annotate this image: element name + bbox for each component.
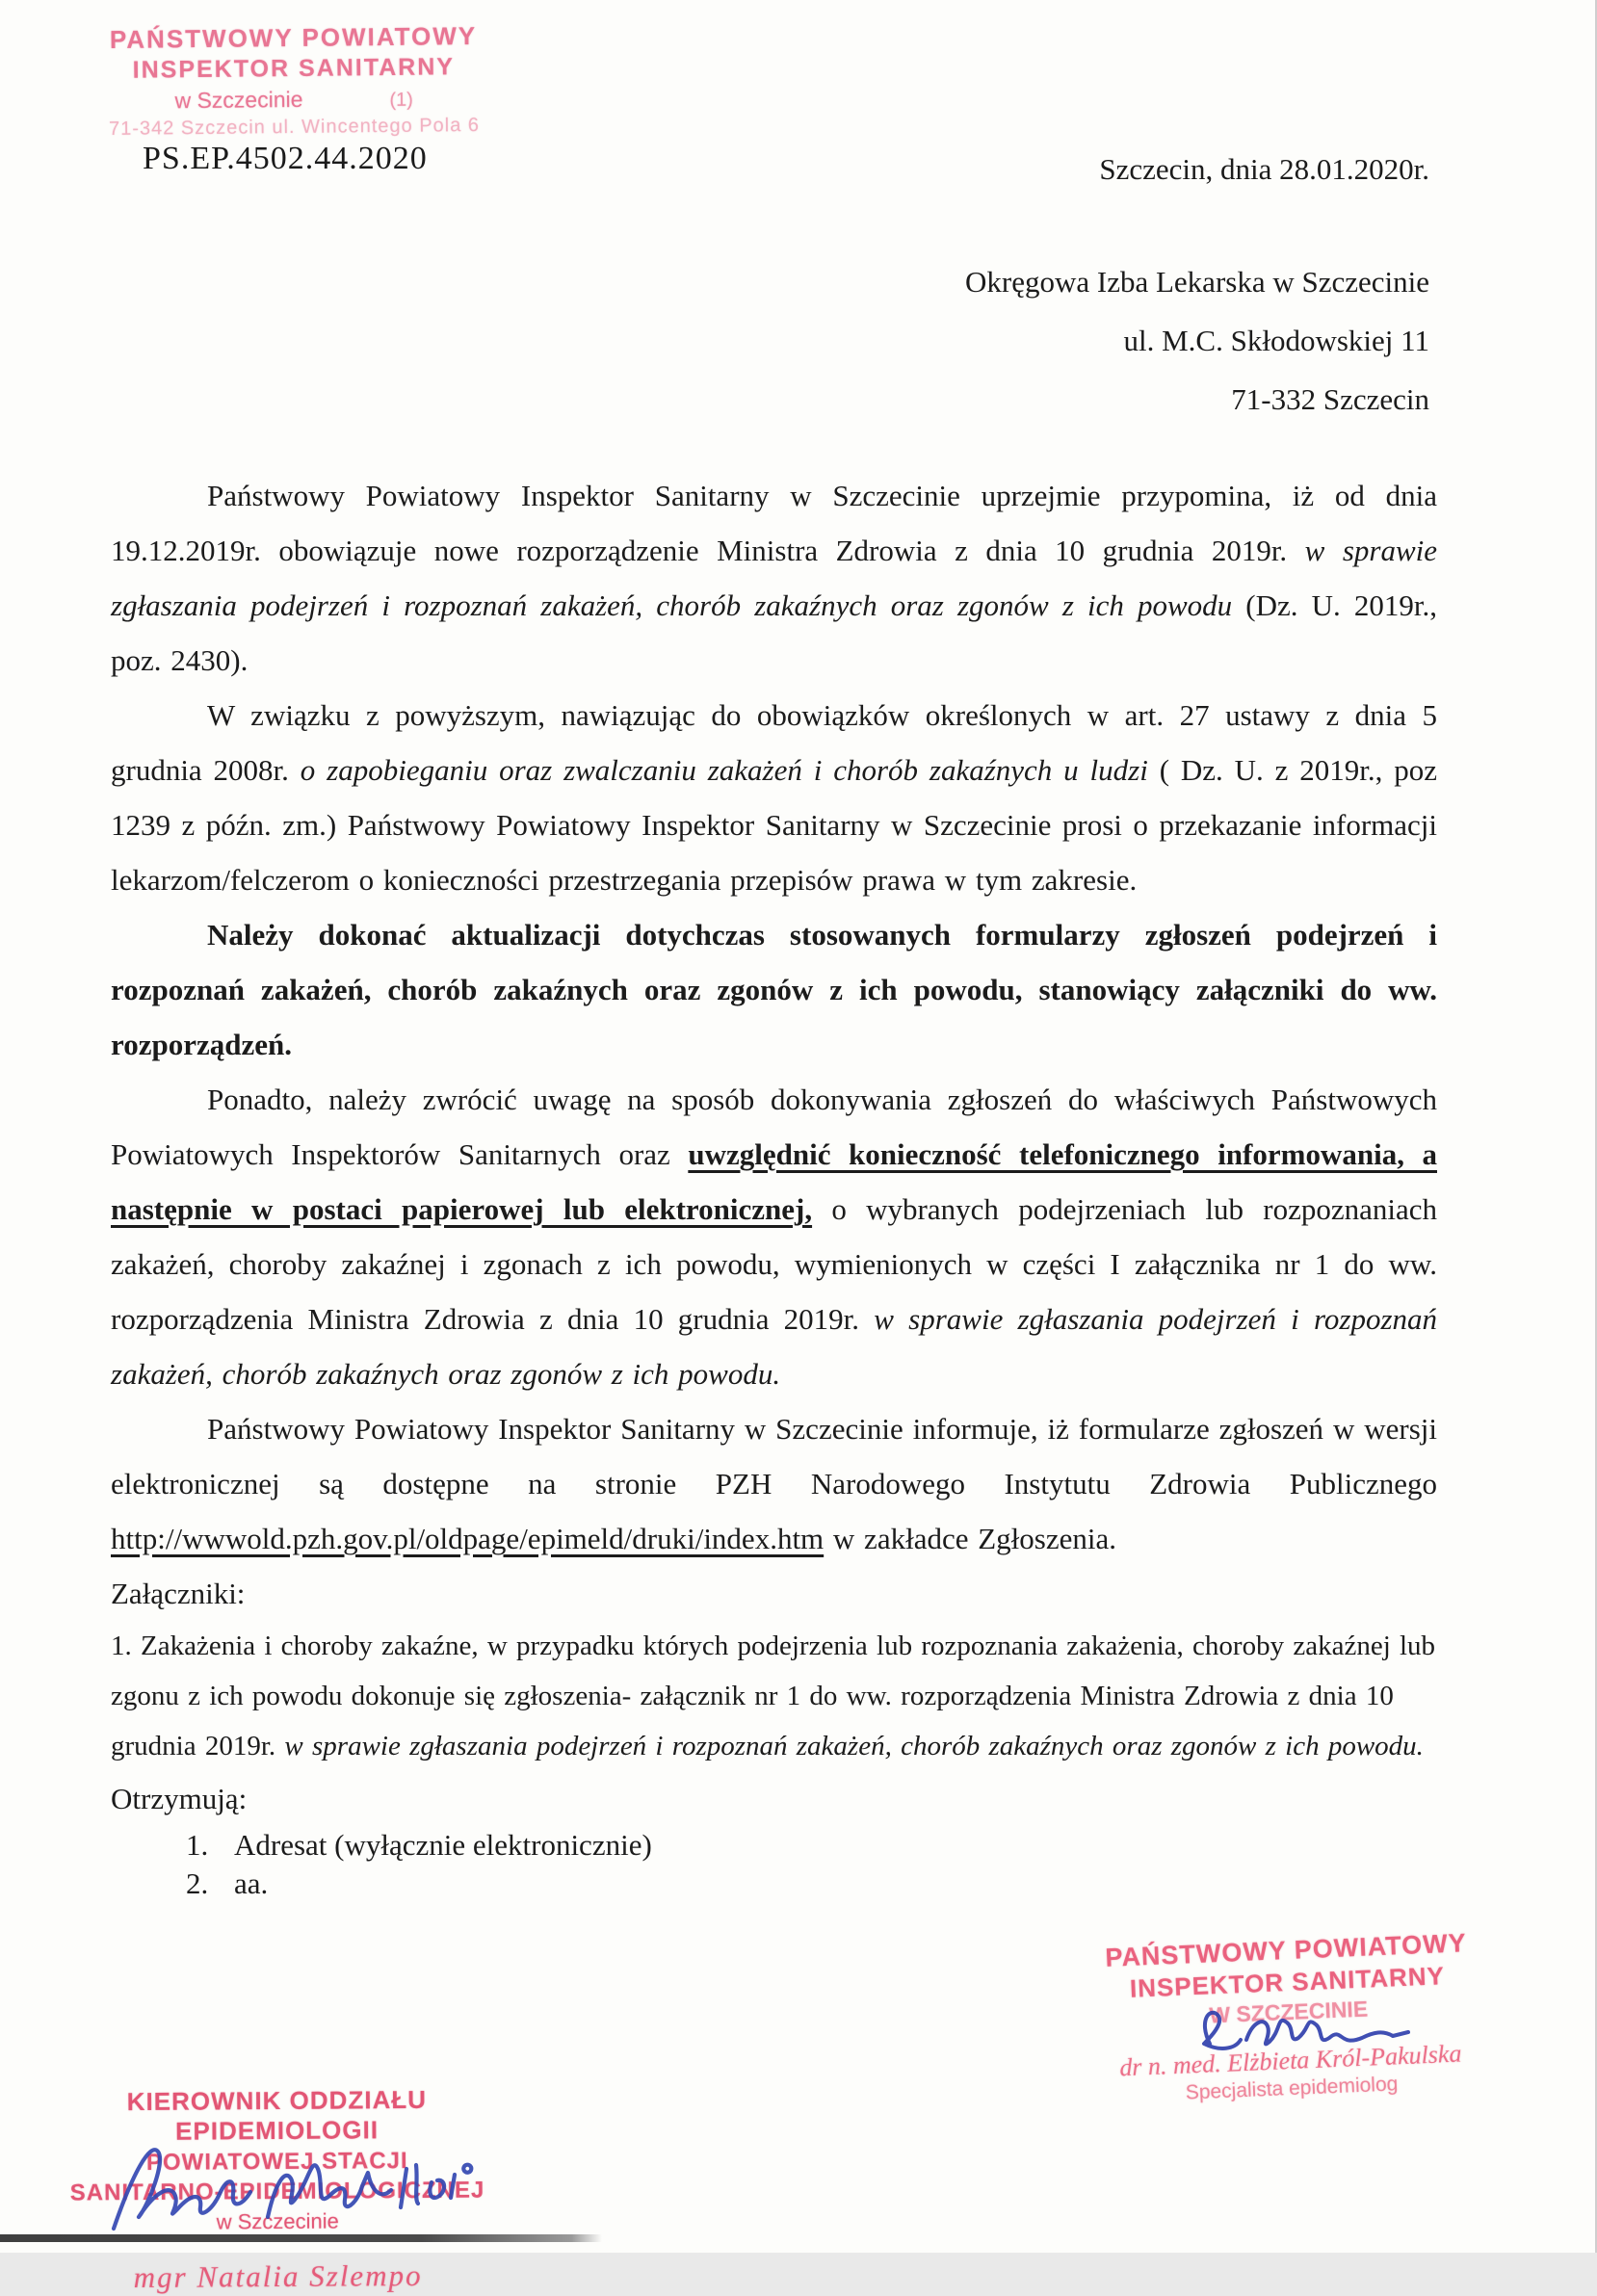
- recipient-item-1: [111, 1826, 1437, 1865]
- stamp-signer-name: dr n. med. Elżbieta Król-Pakulska: [1118, 2039, 1462, 2082]
- recipient-item-2: [111, 1865, 1437, 1903]
- recipient-number: 2.: [186, 1866, 209, 1900]
- recipient-text: aa.: [234, 1866, 269, 1900]
- stamp-line-2: INSPEKTOR SANITARNY: [132, 53, 456, 84]
- letter-body: [111, 468, 1437, 1903]
- paragraph-legal-basis: W związku z powyższym, nawiązując do obowiązków określonych w art. 27 ustawy z dnia 5 grudnia 2008r. o zapobieganiu oraz zwalczaniu zakażeń i chorób zakaźnych u ludzi ( Dz. U. z 2019r., poz 1239 z późn. zm.) Państwowy Powiatowy Inspektor Sanitarny w Szczecinie prosi o przekazanie informacji lekarzom/felczerom o konieczności przestrzegania przepisów prawa w tym zakresie.: [111, 698, 1438, 897]
- stamp-title-line: SANITARNO-EPIDEMIOLOGICZNEJ: [69, 2177, 485, 2206]
- paragraph-update-forms: Należy dokonać aktualizacji dotychczas stosowanych formularzy zgłoszeń podejrzeń i rozpoznań zakażeń, chorób zakaźnych oraz zgonów z ich powodu, stanowiący załączniki do ww. rozporządzeń.: [111, 918, 1437, 1061]
- department-head-stamp: [55, 2084, 499, 2295]
- recipient-text: Adresat (wyłącznie elektronicznie): [234, 1828, 652, 1862]
- paragraph-online-forms: Państwowy Powiatowy Inspektor Sanitarny w Szczecinie informuje, iż formularze zgłoszeń w wersji elektronicznej są dostępne na stronie PZH Narodowego Instytutu Zdrowia Publicznego http://wwwold.pzh.gov.pl/oldpage/epimeld/druki/index.htm w zakładce Zgłoszenia.: [111, 1412, 1437, 1555]
- paragraph-reporting-method: Ponadto, należy zwrócić uwagę na sposób dokonywania zgłoszeń do właściwych Państwowych Powiatowych Inspektorów Sanitarnych oraz uwzględnić konieczność telefonicznego informowania, a następnie w postaci papierowej lub elektronicznej, o wybranych podejrzeniach lub rozpoznaniach zakażeń, choroby zakaźnej i zgonach z ich powodu, wymienionych w części I załącznika nr 1 do ww. rozporządzenia Ministra Zdrowia z dnia 10 grudnia 2019r. w sprawie zgłaszania podejrzeń i rozpoznań zakażeń, chorób zakaźnych oraz zgonów z ich powodu.: [111, 1083, 1438, 1391]
- stamp-title-line: PAŃSTWOWY POWIATOWY: [1104, 1928, 1468, 1972]
- stamp-signer-title: Specjalista epidemiolog: [1185, 2073, 1399, 2104]
- stamp-signer-name: mgr Natalia Szlempo: [133, 2257, 423, 2295]
- stamp-address-line: 71-342 Szczecin ul. Wincentego Pola 6: [108, 114, 481, 141]
- stamp-city: w Szczecinie: [174, 86, 303, 114]
- sender-office-stamp: [66, 21, 520, 142]
- stamp-line-3: [67, 85, 520, 116]
- reference-number: PS.EP.4502.44.2020: [143, 141, 428, 176]
- stamp-title-line: KIEROWNIK ODDZIAŁU EPIDEMIOLOGII: [126, 2084, 428, 2146]
- stamp-city-line: w Szczecinie: [216, 2208, 339, 2234]
- stamp-number-note: (1): [389, 89, 414, 111]
- recipient-number: 1.: [186, 1828, 209, 1862]
- addressee-block: [965, 252, 1429, 429]
- paragraph-reminder: Państwowy Powiatowy Inspektor Sanitarny w Szczecinie uprzejmie przypomina, iż od dnia 19.12.2019r. obowiązuje nowe rozporządzenie Ministra Zdrowia z dnia 10 grudnia 2019r. w sprawie zgłaszania podejrzeń i rozpoznań zakażeń, chorób zakaźnych oraz zgonów z ich powodu (Dz. U. 2019r., poz. 2430).: [111, 479, 1437, 677]
- recipients-label: Otrzymują:: [111, 1782, 248, 1815]
- place-and-date: Szczecin, dnia 28.01.2020r.: [1099, 152, 1429, 186]
- stamp-title-line: POWIATOWEJ STACJI: [145, 2148, 408, 2176]
- addressee-city: 71-332 Szczecin: [1231, 382, 1429, 416]
- addressee-name: Okręgowa Izba Lekarska w Szczecinie: [965, 265, 1429, 299]
- stamp-city-line: W SZCZECINIE: [1208, 1996, 1369, 2028]
- attachment-item-1: 1. Zakażenia i choroby zakaźne, w przypadku których podejrzenia lub rozpoznania zakażenia, choroby zakaźnej lub zgonu z ich powodu dokonuje się zgłoszenia- załącznik nr 1 do ww. rozporządzenia Ministra Zdrowia z dnia 10 grudnia 2019r. w sprawie zgłaszania podejrzeń i rozpoznań zakażeń, chorób zakaźnych oraz zgonów z ich powodu.: [111, 1631, 1436, 1761]
- attachments-label: Załączniki:: [111, 1577, 246, 1610]
- inspector-stamp: [1084, 1927, 1495, 2108]
- addressee-street: ul. M.C. Skłodowskiej 11: [1123, 324, 1429, 357]
- stamp-title-line: INSPEKTOR SANITARNY: [1129, 1961, 1446, 2003]
- stamp-line-1: PAŃSTWOWY POWIATOWY: [109, 21, 478, 54]
- scan-artifact-line: [0, 2234, 602, 2242]
